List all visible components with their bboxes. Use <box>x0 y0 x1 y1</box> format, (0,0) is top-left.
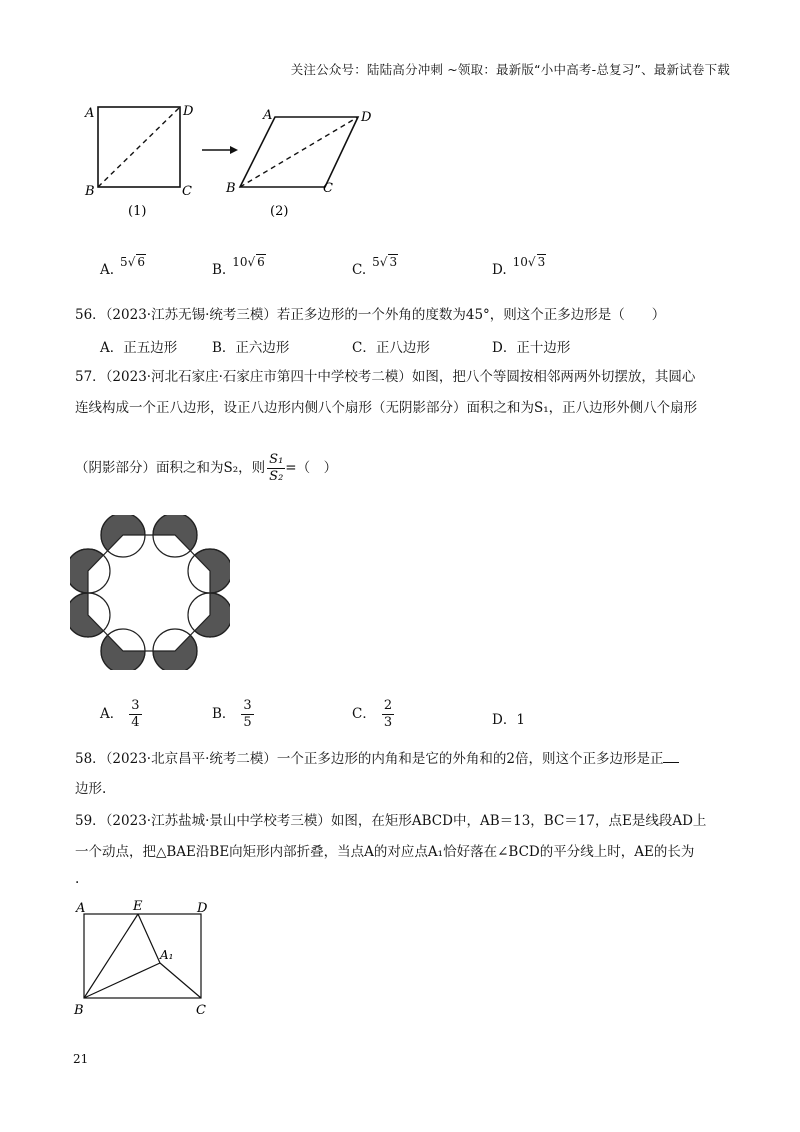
q57-line3 <box>75 452 337 485</box>
frac-numerator: 3 <box>243 698 252 713</box>
rectangle-abcd <box>84 914 201 998</box>
frac-numerator: 2 <box>383 698 393 713</box>
square-label-d: D <box>183 104 194 119</box>
answer-blank[interactable] <box>663 748 679 763</box>
square-label-c: C <box>182 184 192 199</box>
option-letter: D. <box>492 262 507 278</box>
coefficient: 10 <box>232 255 248 269</box>
q55-option-c[interactable]: C. 5√ 3 <box>352 255 398 278</box>
q57-option-d[interactable] <box>492 708 525 728</box>
q58-text: 58．（2023·北京昌平·统考二模）一个正多边形的内角和是它的外角和的2倍，则这个正多边形是正 <box>75 751 664 767</box>
option-text: 1 <box>516 712 525 728</box>
octagon-outline <box>88 535 210 651</box>
eight-circles-figure <box>70 515 230 670</box>
option-letter: B. <box>212 262 227 278</box>
option-letter: B． <box>212 340 236 356</box>
label-a: A <box>76 901 86 916</box>
caption-2: (2) <box>270 204 289 219</box>
option-letter: D． <box>492 712 517 728</box>
q57-line2: 连线构成一个正八边形，设正八边形内侧八个扇形（无阴影部分）面积之和为S₁，正八边形外侧八个扇形 <box>75 400 698 416</box>
label-b: B <box>74 1003 84 1018</box>
radicand: 6 <box>257 255 265 269</box>
option-letter: B． <box>212 706 236 722</box>
radicand: 3 <box>537 255 546 269</box>
pg-label-a: A <box>263 108 273 123</box>
label-c: C <box>196 1003 206 1018</box>
q56-option-b[interactable] <box>212 336 289 356</box>
q57-line3-tail: =（ ） <box>285 460 338 476</box>
frac-numerator: S₁ <box>269 452 284 467</box>
label-a1: A₁ <box>160 948 174 962</box>
q57-line1: 57．（2023·河北石家庄·石家庄市第四十中学校考二模）如图，把八个等圆按相邻两两外切摆放，其圆心 <box>75 369 696 385</box>
frac-denominator: 5 <box>243 715 252 730</box>
q55-option-a[interactable]: A. 5√ 6 <box>100 255 145 278</box>
rectangle-fold-figure <box>70 895 220 1020</box>
radicand: 3 <box>389 255 398 269</box>
coefficient: 5 <box>372 255 380 269</box>
option-letter: A. <box>100 262 115 278</box>
option-letter: A． <box>100 340 124 356</box>
frac-denominator: 3 <box>383 715 393 730</box>
square-diagonal <box>98 107 180 187</box>
pg-label-b: B <box>226 181 236 196</box>
q57-option-a[interactable] <box>100 698 142 731</box>
page-number: 21 <box>73 1052 89 1066</box>
q56-option-d[interactable] <box>492 336 570 356</box>
radicand: 6 <box>137 255 145 269</box>
frac-denominator: S₂ <box>269 469 284 484</box>
q57-option-c[interactable] <box>352 698 394 731</box>
q56-option-c[interactable] <box>352 336 430 356</box>
q59-line2: 一个动点，把△BAE沿BE向矩形内部折叠，当点A的对应点A₁恰好落在∠BCD的平分线上时，AE的长为 <box>75 844 695 860</box>
label-d: D <box>197 901 208 916</box>
frac-denominator: 4 <box>131 715 140 730</box>
q55-option-b[interactable]: B. 10√ 6 <box>212 255 265 278</box>
page-header: 关注公众号：陆陆高分冲刺 ~领取：最新版“小中高考-总复习”、最新试卷下载 <box>290 62 730 77</box>
q55-option-d[interactable]: D. 10√ 3 <box>492 255 546 278</box>
pg-label-c: C <box>323 181 333 196</box>
option-letter: C． <box>352 706 376 722</box>
square-label-b: B <box>85 184 95 199</box>
q57-line3-text: （阴影部分）面积之和为S₂，则 <box>75 460 266 476</box>
option-text: 正六边形 <box>235 340 290 356</box>
arrow-head <box>230 146 238 154</box>
coefficient: 5 <box>120 255 128 269</box>
inner-circle-outlines <box>70 515 230 670</box>
q56-option-a[interactable] <box>100 336 177 356</box>
segment-ea1 <box>138 914 160 963</box>
q57-option-b[interactable] <box>212 698 254 731</box>
q58-line2: 边形. <box>75 781 107 797</box>
option-text: 正五边形 <box>123 340 178 356</box>
label-e: E <box>133 899 143 914</box>
option-text: 正十边形 <box>516 340 571 356</box>
coefficient: 10 <box>512 255 528 269</box>
option-letter: C. <box>352 262 367 278</box>
q56-stem: 56．（2023·江苏无锡·统考三模）若正多边形的一个外角的度数为45°，则这个正多边形是（ ） <box>75 307 666 323</box>
option-text: 正八边形 <box>375 340 430 356</box>
caption-1: (1) <box>128 204 147 219</box>
square-parallelogram-figure <box>80 95 380 225</box>
q59-line3: . <box>75 871 80 887</box>
option-letter: A． <box>100 706 124 722</box>
q59-line1: 59．（2023·江苏盐城·景山中学校考三模）如图，在矩形ABCD中，AB＝13，BC＝17，点E是线段AD上 <box>75 813 707 829</box>
segment-a1c <box>160 963 201 998</box>
option-letter: C． <box>352 340 376 356</box>
option-letter: D． <box>492 340 517 356</box>
pg-label-d: D <box>361 110 372 125</box>
square-label-a: A <box>85 106 95 121</box>
frac-numerator: 3 <box>131 698 140 713</box>
q58-line1 <box>75 748 679 770</box>
